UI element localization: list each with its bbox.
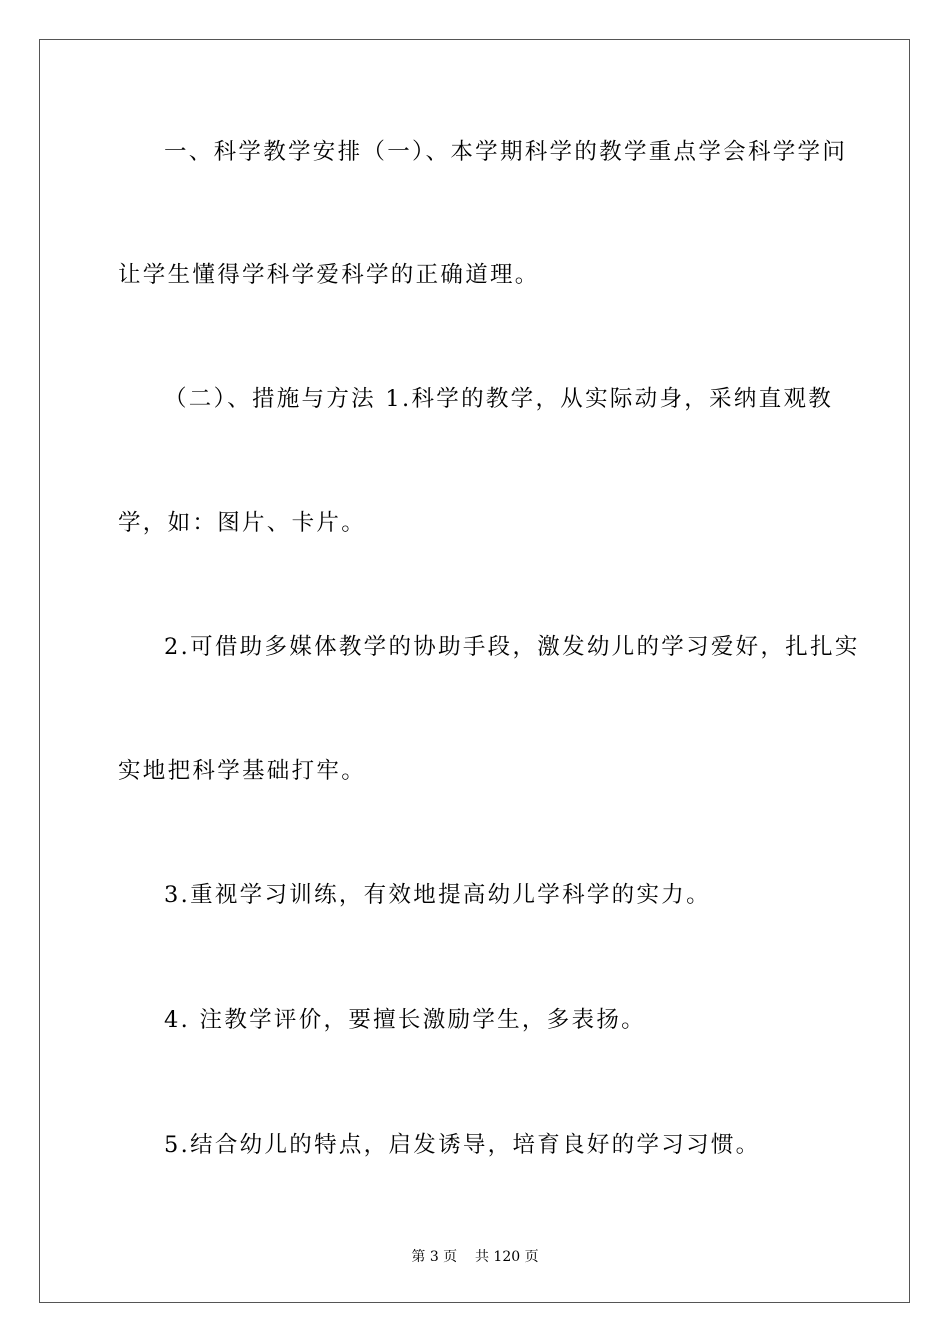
page-border bbox=[39, 39, 910, 1303]
paragraph-line-2: 让学生懂得学科学爱科学的正确道理。 bbox=[118, 262, 540, 288]
paragraph-line-9: 5.结合幼儿的特点，启发诱导，培育良好的学习习惯。 bbox=[164, 1132, 761, 1158]
paragraph-line-5: 2.可借助多媒体教学的协助手段，激发幼儿的学习爱好，扎扎实 bbox=[164, 634, 860, 660]
page-number-footer: 第 3 页 共 120 页 bbox=[411, 1249, 539, 1265]
paragraph-line-7: 3.重视学习训练，有效地提高幼儿学科学的实力。 bbox=[164, 882, 711, 908]
paragraph-line-6: 实地把科学基础打牢。 bbox=[118, 758, 367, 784]
paragraph-line-1: 一、科学教学安排（一）、本学期科学的教学重点学会科学学问 bbox=[164, 139, 848, 165]
paragraph-line-8: 4. 注教学评价，要擅长激励学生，多表扬。 bbox=[164, 1007, 646, 1033]
paragraph-line-4: 学，如：图片、卡片。 bbox=[118, 510, 367, 536]
paragraph-line-3: （二）、措施与方法 1.科学的教学，从实际动身，采纳直观教 bbox=[164, 386, 834, 412]
